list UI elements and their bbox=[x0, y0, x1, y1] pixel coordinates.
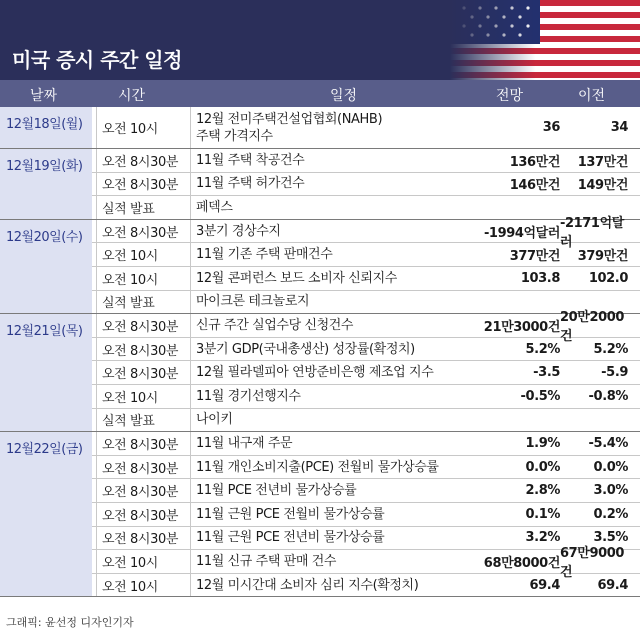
forecast-cell: 68만8000건 bbox=[483, 555, 560, 571]
forecast-cell: -3.5 bbox=[533, 365, 560, 381]
previous-cell: 102.0 bbox=[588, 270, 628, 286]
event-cell: 12월 콘퍼런스 보드 소비자 신뢰지수 bbox=[196, 270, 397, 286]
date-label: 12월21일(목) bbox=[6, 324, 83, 340]
previous-cell: 149만건 bbox=[577, 178, 628, 194]
column-divider bbox=[96, 479, 97, 502]
previous-cell: 67만9000건 bbox=[560, 546, 625, 581]
table-row bbox=[0, 409, 640, 433]
previous-cell: 69.4 bbox=[597, 577, 628, 593]
column-divider bbox=[190, 432, 191, 455]
time-cell: 오전 8시30분 bbox=[102, 367, 178, 383]
table-row bbox=[0, 527, 640, 551]
date-label: 12월18일(월) bbox=[6, 117, 83, 132]
column-divider bbox=[96, 361, 97, 384]
column-divider bbox=[190, 338, 191, 361]
time-cell: 오전 8시30분 bbox=[102, 319, 178, 335]
table-row bbox=[0, 310, 640, 345]
column-divider bbox=[96, 220, 97, 243]
event-cell: 11월 개인소비지출(PCE) 전월비 물가상승률 bbox=[196, 459, 439, 475]
date-group-cell bbox=[0, 220, 92, 314]
column-divider bbox=[96, 432, 97, 455]
forecast-cell: 146만건 bbox=[509, 178, 560, 194]
column-header-time: 시간 bbox=[118, 88, 146, 104]
previous-cell: 3.0% bbox=[593, 483, 628, 499]
table-row bbox=[0, 267, 640, 291]
previous-cell: 20만2000건 bbox=[560, 310, 625, 345]
table-row bbox=[0, 574, 640, 598]
previous-cell: 3.5% bbox=[593, 530, 628, 546]
column-divider bbox=[96, 267, 97, 290]
time-cell: 오전 10시 bbox=[102, 555, 158, 571]
page-title: 미국 증시 주간 일정 bbox=[12, 48, 182, 72]
date-label: 12월22일(금) bbox=[6, 442, 83, 458]
time-cell: 오전 10시 bbox=[102, 390, 158, 406]
column-divider bbox=[96, 107, 97, 148]
forecast-cell: -0.5% bbox=[520, 388, 560, 404]
column-divider bbox=[190, 574, 191, 597]
time-cell: 오전 8시30분 bbox=[102, 343, 178, 359]
column-divider bbox=[190, 503, 191, 526]
table-row bbox=[0, 216, 640, 251]
event-cell bbox=[196, 107, 486, 148]
forecast-cell: 0.0% bbox=[525, 459, 560, 475]
time-cell: 오전 8시30분 bbox=[102, 485, 178, 501]
column-header-previous: 이전 bbox=[578, 88, 606, 104]
event-cell: 3분기 GDP(국내총생산) 성장률(확정치) bbox=[196, 341, 415, 357]
forecast-cell: 0.1% bbox=[525, 506, 560, 522]
previous-cell: 137만건 bbox=[577, 154, 628, 170]
table-row bbox=[0, 338, 640, 362]
time-cell: 오전 8시30분 bbox=[102, 532, 178, 548]
forecast-cell bbox=[462, 291, 560, 314]
time-cell: 오전 10시 bbox=[102, 579, 158, 595]
column-header-row bbox=[0, 80, 640, 107]
forecast-cell: 103.8 bbox=[520, 270, 560, 286]
table-row bbox=[0, 243, 640, 267]
forecast-cell bbox=[462, 196, 560, 219]
table-row bbox=[0, 456, 640, 480]
column-divider bbox=[96, 338, 97, 361]
event-cell: 12월 필라델피아 연방준비은행 제조업 지수 bbox=[196, 365, 434, 381]
column-divider bbox=[96, 385, 97, 408]
date-label: 12월19일(화) bbox=[6, 159, 83, 174]
previous-cell: 0.2% bbox=[593, 506, 628, 522]
column-divider bbox=[96, 456, 97, 479]
forecast-cell bbox=[462, 409, 560, 432]
previous-cell: 0.0% bbox=[593, 459, 628, 475]
event-cell: 11월 근원 PCE 전년비 물가상승률 bbox=[196, 530, 385, 546]
column-divider bbox=[190, 173, 191, 196]
forecast-cell: 69.4 bbox=[529, 577, 560, 593]
previous-cell: -5.4% bbox=[588, 435, 628, 451]
date-group-cell bbox=[0, 314, 92, 432]
forecast-cell: 377만건 bbox=[509, 249, 560, 265]
table-row bbox=[0, 173, 640, 197]
time-cell: 실적 발표 bbox=[102, 414, 155, 430]
time-cell: 오전 10시 bbox=[102, 272, 158, 288]
time-cell: 오전 10시 bbox=[102, 249, 158, 265]
time-cell: 오전 10시 bbox=[102, 122, 158, 137]
previous-cell: -2171억달러 bbox=[560, 216, 624, 251]
forecast-cell: 3.2% bbox=[525, 530, 560, 546]
column-divider bbox=[190, 409, 191, 432]
column-divider bbox=[190, 361, 191, 384]
previous-cell: -5.9 bbox=[601, 365, 628, 381]
event-cell: 11월 PCE 전년비 물가상승률 bbox=[196, 483, 357, 499]
table-row bbox=[0, 149, 640, 173]
column-divider bbox=[190, 107, 191, 148]
previous-cell: 34 bbox=[610, 120, 628, 135]
table-row bbox=[0, 432, 640, 456]
date-group-cell bbox=[0, 149, 92, 220]
column-divider bbox=[190, 314, 191, 337]
previous-cell: 379만건 bbox=[577, 249, 628, 265]
column-divider bbox=[96, 503, 97, 526]
column-header-date: 날짜 bbox=[30, 88, 58, 104]
forecast-cell: 136만건 bbox=[509, 154, 560, 170]
column-divider bbox=[96, 173, 97, 196]
forecast-cell: -1994억달러 bbox=[483, 225, 560, 241]
event-cell: 11월 신규 주택 판매 건수 bbox=[196, 553, 337, 569]
forecast-cell: 1.9% bbox=[525, 435, 560, 451]
column-divider bbox=[190, 149, 191, 172]
column-divider bbox=[190, 385, 191, 408]
time-cell: 오전 8시30분 bbox=[102, 437, 178, 453]
time-cell: 실적 발표 bbox=[102, 201, 155, 217]
event-cell: 신규 주간 실업수당 신청건수 bbox=[196, 317, 354, 333]
column-divider bbox=[190, 243, 191, 266]
table-row bbox=[0, 196, 640, 220]
forecast-cell: 2.8% bbox=[525, 483, 560, 499]
column-divider bbox=[96, 149, 97, 172]
event-line: 주택 가격지수 bbox=[196, 128, 273, 144]
column-divider bbox=[96, 550, 97, 573]
previous-cell bbox=[560, 409, 628, 432]
event-cell: 11월 경기선행지수 bbox=[196, 388, 301, 404]
event-cell: 12월 미시간대 소비자 심리 지수(확정치) bbox=[196, 577, 419, 593]
event-cell: 11월 근원 PCE 전월비 물가상승률 bbox=[196, 506, 385, 522]
table-row bbox=[0, 107, 640, 149]
table-row bbox=[0, 546, 640, 581]
date-group-cell bbox=[0, 107, 92, 149]
time-cell: 실적 발표 bbox=[102, 296, 155, 312]
date-label: 12월20일(수) bbox=[6, 229, 83, 245]
event-cell: 나이키 bbox=[196, 412, 233, 428]
time-cell: 오전 8시30분 bbox=[102, 154, 178, 170]
column-divider bbox=[190, 550, 191, 573]
table-row bbox=[0, 361, 640, 385]
event-cell: 11월 주택 착공건수 bbox=[196, 152, 305, 168]
forecast-cell: 36 bbox=[542, 120, 560, 135]
event-line: 12월 전미주택건설업협회(NAHB) bbox=[196, 111, 383, 127]
event-cell: 페덱스 bbox=[196, 199, 233, 215]
time-cell: 오전 8시30분 bbox=[102, 508, 178, 524]
column-divider bbox=[96, 196, 97, 219]
header-banner bbox=[0, 0, 640, 80]
column-divider bbox=[190, 527, 191, 550]
table-row bbox=[0, 385, 640, 409]
time-cell: 오전 8시30분 bbox=[102, 178, 178, 194]
table-row bbox=[0, 479, 640, 503]
event-cell: 마이크론 테크놀로지 bbox=[196, 294, 310, 310]
us-flag-icon bbox=[450, 0, 640, 80]
time-cell: 오전 8시30분 bbox=[102, 461, 178, 477]
previous-cell: 5.2% bbox=[593, 341, 628, 357]
event-cell: 3분기 경상수지 bbox=[196, 223, 281, 239]
column-divider bbox=[96, 409, 97, 432]
event-cell: 11월 기존 주택 판매건수 bbox=[196, 247, 333, 263]
column-divider bbox=[96, 527, 97, 550]
column-divider bbox=[190, 291, 191, 314]
table-row bbox=[0, 291, 640, 315]
event-cell: 11월 내구재 주문 bbox=[196, 435, 293, 451]
column-divider bbox=[96, 243, 97, 266]
column-divider bbox=[96, 574, 97, 597]
graphic-credit: 그래픽: 윤선정 디자인기자 bbox=[6, 616, 134, 629]
forecast-cell: 5.2% bbox=[525, 341, 560, 357]
time-cell: 오전 8시30분 bbox=[102, 225, 178, 241]
table-row bbox=[0, 503, 640, 527]
column-divider bbox=[190, 267, 191, 290]
column-divider bbox=[190, 456, 191, 479]
column-divider bbox=[190, 220, 191, 243]
forecast-cell: 21만3000건 bbox=[483, 319, 560, 335]
date-group-cell bbox=[0, 432, 92, 597]
column-divider bbox=[96, 291, 97, 314]
event-cell: 11월 주택 허가건수 bbox=[196, 176, 305, 192]
column-divider bbox=[96, 314, 97, 337]
column-divider bbox=[190, 479, 191, 502]
column-divider bbox=[190, 196, 191, 219]
previous-cell: -0.8% bbox=[588, 388, 628, 404]
column-header-event: 일정 bbox=[330, 88, 358, 104]
column-header-forecast: 전망 bbox=[496, 88, 524, 104]
